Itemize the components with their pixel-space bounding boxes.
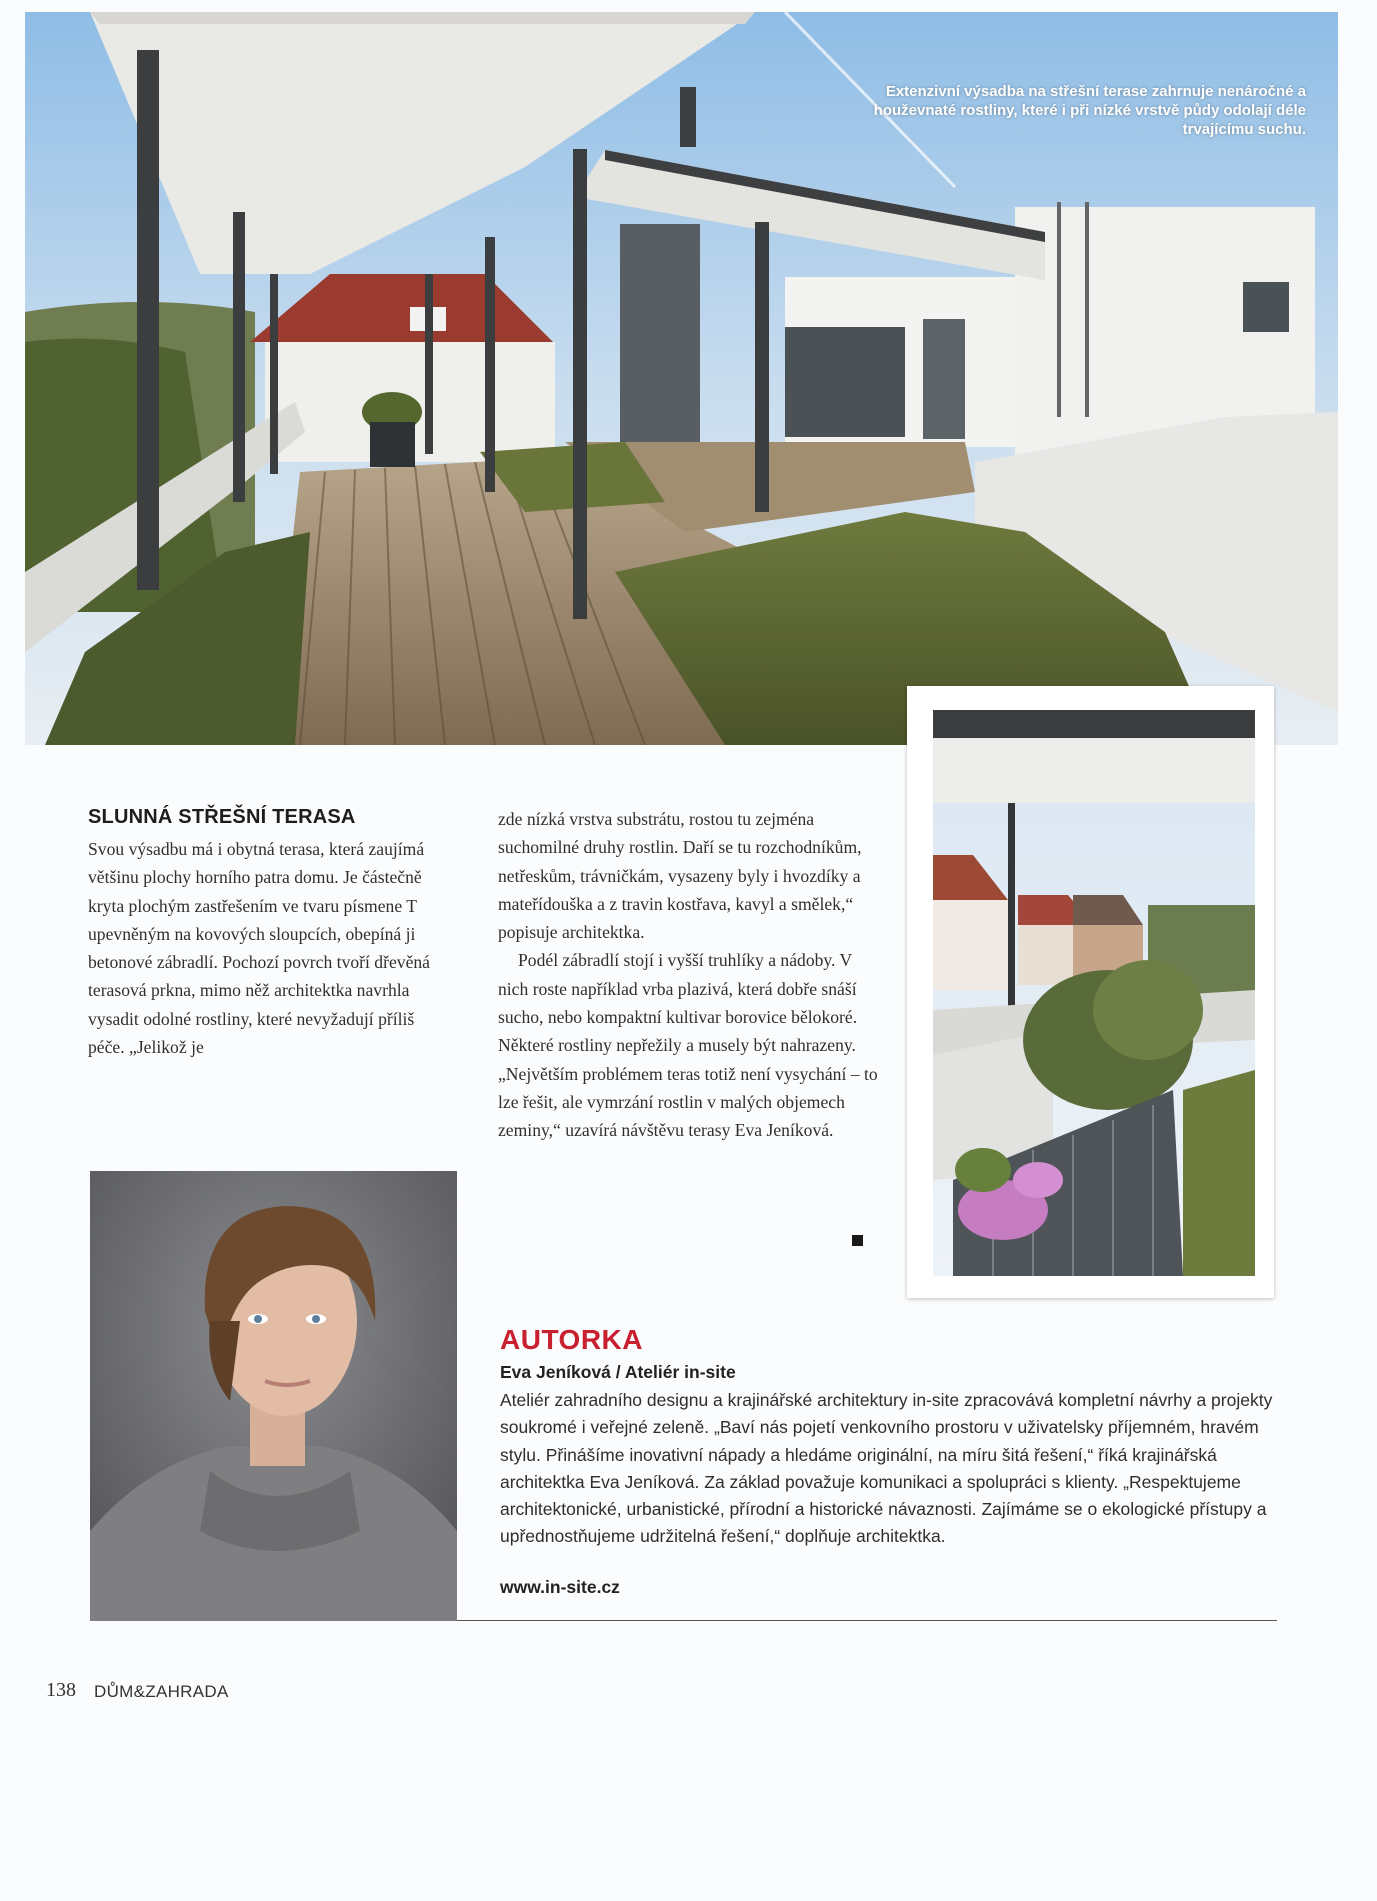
divider: [457, 1620, 1277, 1621]
author-portrait: [90, 1171, 457, 1621]
author-bio: Ateliér zahradního designu a krajinářské architektury in-site zpracovává kompletní návrhy a projekty soukromé i veřejné zeleně. „Baví nás pojetí venkovního prostoru v uživatelsky příjemném, hravém stylu. Přinášíme inovativní nápady a hledáme originální, na míru šitá řešení,“ říká krajinářská architektka Eva Jeníková. Za základ považuje komunikaci a spolupráci s klienty. „Respektujeme architektonické, urbanistické, přírodní a historické návaznosti. Zajímáme se o ekologické přístupy a upřednostňujeme udržitelná řešení,“ doplňuje architektka.: [500, 1390, 1273, 1547]
article-paragraph: Podél zábradlí stojí i vyšší truhlíky a nádoby. V nich roste například vrba plazivá, která dobře snáší sucho, nebo kompaktní kultivar borovice bělokoré. Některé rostliny nepřežily a musely být nahrazeny. „Největším problémem teras totiž není vysychání – to lze řešit, ale vymrzání rostlin v malých objemech zeminy,“ uzavírá návštěvu terasy Eva Jeníková.: [498, 950, 878, 1141]
inset-photo: [933, 710, 1255, 1276]
author-website-link[interactable]: www.in-site.cz: [500, 1577, 620, 1597]
article-column-middle: [498, 805, 878, 1145]
author-section-title: AUTORKA: [500, 1324, 643, 1355]
author-portrait-illustration: [90, 1171, 457, 1621]
article-paragraph: Svou výsadbu má i obytná terasa, která zaujímá většinu plochy horního patra domu. Je částečně kryta plochým zastřešením ve tvaru písmene T upevněným na kovových sloupcích, obepíná ji betonové zábradlí. Pochozí povrch tvoří dřevěná terasová prkna, mimo něž architektka navrhla vysadit odolné rostliny, které nevyžadují příliš péče. „Jelikož je: [88, 839, 430, 1058]
section-heading: SLUNNÁ STŘEŠNÍ TERASA: [88, 806, 356, 828]
article-paragraph: zde nízká vrstva substrátu, rostou tu zejména suchomilné druhy rostlin. Daří se tu rozchodníkům, netřeskům, trávničkám, vysazeny byly i hvozdíky a mateřídouška a z travin kostřava, kavyl a smělek,“ popisuje architektka.: [498, 809, 862, 943]
page-number: 138: [46, 1679, 76, 1701]
hero-photo: [25, 12, 1338, 745]
magazine-name: DŮM&ZAHRADA: [94, 1682, 229, 1701]
article-end-mark: [852, 1235, 863, 1246]
author-name: Eva Jeníková / Ateliér in-site: [500, 1362, 736, 1382]
article-column-left: [88, 835, 443, 1061]
hero-caption: Extenzivní výsadba na střešní terase zahrnuje nenáročné a houževnaté rostliny, které i při nízké vrstvě půdy odolají déle trvajícímu suchu.: [873, 83, 1306, 138]
terrace-planter-illustration: [933, 710, 1255, 1276]
